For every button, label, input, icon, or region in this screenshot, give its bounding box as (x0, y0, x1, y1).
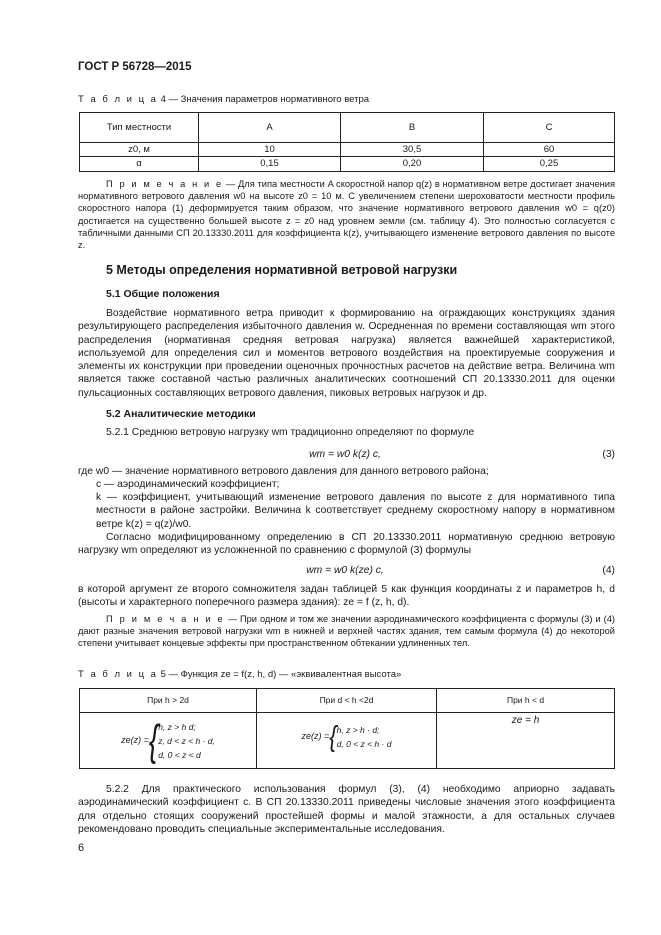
paragraph-5-2-1: 5.2.1 Среднюю ветровую нагрузку wm традиционно определяют по формуле (106, 427, 475, 438)
table4-cell: 0,25 (484, 157, 615, 171)
table-row (80, 157, 615, 171)
table5-cell-case2 (257, 713, 437, 769)
formula-4-number: (4) (602, 565, 615, 576)
case-line: z, d < z < h · d, (158, 735, 215, 746)
note-1 (78, 178, 615, 251)
paragraph-argument: в которой аргумент ze второго сомножителя задан таблицей 5 как функция координаты z и параметров h, d (высоты и характерного поперечного размера здания): ze = f (z, h, d). (78, 584, 615, 609)
paragraph-modified: Согласно модифицированному определению в СП 20.13330.2011 нормативную среднюю ветровую нагрузку wm определяют из усложненной по сравнению с формулой (3) формулы (78, 532, 615, 557)
case-line: d, 0 < z < d (158, 749, 201, 760)
ze-lhs: ze(z) = (121, 734, 149, 745)
brace-symbol: { (148, 715, 159, 764)
where-c: c — аэродинамический коэффициент; (96, 479, 280, 490)
table5-header-cell: При h > 2d (80, 689, 257, 713)
table5-header-cell: При d < h <2d (257, 689, 437, 713)
table5-header-cell: При h < d (437, 689, 615, 713)
note-2 (78, 613, 615, 650)
table4-header-cell: A (199, 113, 341, 143)
table4-caption-label: Т а б л и ц а (78, 94, 158, 105)
document-header: ГОСТ Р 56728—2015 (78, 61, 192, 73)
table4-cell: 10 (199, 143, 341, 157)
table4-caption-text: 4 — Значения параметров нормативного ветра (160, 94, 370, 105)
table4-cell: 60 (484, 143, 615, 157)
table5-caption (78, 668, 401, 681)
table4-cell: 0,15 (199, 157, 341, 171)
table4-header-cell: C (484, 113, 615, 143)
table-row (80, 713, 615, 769)
paragraph-5-1: Воздействие нормативного ветра приводит к формированию на ограждающих конструкциях здания результирующего распределения избыточного давления w. Осредненная по времени составляющая wm этого распределения (нормативная средняя ветровая нагрузка) является важнейшей характеристикой, используемой для определения сил и моментов ветрового воздействия на проектируемые сооружения и элементы их конструкции при проведении оценочных прочностных расчетов на действие ветра. Величина wm является также составной частью различных аналитических соотношений СП 20.13330.2011 для оценки пульсационных составляющих ветрового давления, пиковых ветровых нагрузок и др. (78, 308, 615, 399)
table4-header-cell: Тип местности (80, 113, 199, 143)
where-k: k — коэффициент, учитывающий изменение ветрового давления по высоте z для нормативного типа местности в районе застройки. Величина k соответствует среднему скоростному напору в нормативном ветре k(z) = q(z)/w0. (96, 492, 615, 530)
section-5-2-title: 5.2 Аналитические методики (106, 408, 256, 420)
table-row (80, 143, 615, 157)
table4-caption (78, 93, 369, 106)
table5-caption-text: 5 — Функция ze = f(z, h, d) — «эквивалентная высота» (160, 669, 402, 680)
table5 (79, 688, 615, 769)
ze-lhs: ze(z) = (301, 730, 330, 741)
case-line: h, z > h d; (158, 721, 196, 732)
table4-cell: α (80, 157, 199, 171)
table5-cell-case3: ze = h (437, 713, 615, 769)
table5-cell-case1 (80, 713, 257, 769)
section-5-title: 5 Методы определения нормативной ветровой нагрузки (106, 263, 458, 277)
where-w0: где w0 — значение нормативного ветрового давления для данного ветрового района; (78, 466, 489, 477)
page-number: 6 (78, 842, 85, 854)
case-line: d, 0 < z < h · d (336, 738, 392, 749)
brace-symbol: { (329, 719, 337, 753)
note-text: — Для типа местности A скоростной напор q(z) в нормативном ветре достигает значения нормативного ветрового давления w0 на высоте z0 = 10 м. С увеличением степени шероховатости местности профиль скоростного напора (1) деформируется таким образом, что значение нормативного ветрового давления w0 = q(z0) достигается на существенно большей высоте z = z0 над уровнем земли (см. таблицу 4). Это полностью согласуется с табличными данными СП 20.13330.2011 для коэффициента k(z), учитывающего изменение ветрового давления по высоте z. (78, 179, 615, 251)
table4-header-cell: B (341, 113, 484, 143)
case-line: h, z > h · d; (336, 724, 380, 735)
formula-3: wm = w0 k(z) c, (309, 449, 381, 460)
paragraph-5-2-2: 5.2.2 Для практического использования формул (3), (4) необходимо априорно задавать аэродинамический коэффициент c. В СП 20.13330.2011 приведены числовые значения этого коэффициента для отдельно стоящих сооружений простейшей формы и малой этажности, а для остальных случаев рекомендовано проводить специальные экспериментальные исследования. (78, 784, 615, 835)
table4 (79, 112, 615, 172)
table4-cell: 0,20 (341, 157, 484, 171)
formula-4: wm = w0 k(ze) c, (306, 565, 384, 576)
note-label: П р и м е ч а н и е (106, 179, 224, 189)
table4-cell: 30,5 (341, 143, 484, 157)
formula-3-number: (3) (602, 449, 615, 460)
section-5-1-title: 5.1 Общие положения (106, 288, 220, 300)
note-label: П р и м е ч а н и е (106, 614, 225, 624)
note-text: — При одном и том же значении аэродинамического коэффициента c формулы (3) и (4) дают разные значения ветровой нагрузки wm в нижней и верхней частях здания, тем самым формула (4) до некоторой степени учитывает концевые эффекты при пространственном обтекании удлиненных тел. (78, 614, 615, 649)
table5-caption-label: Т а б л и ц а (78, 669, 158, 680)
table4-cell: z0, м (80, 143, 199, 157)
